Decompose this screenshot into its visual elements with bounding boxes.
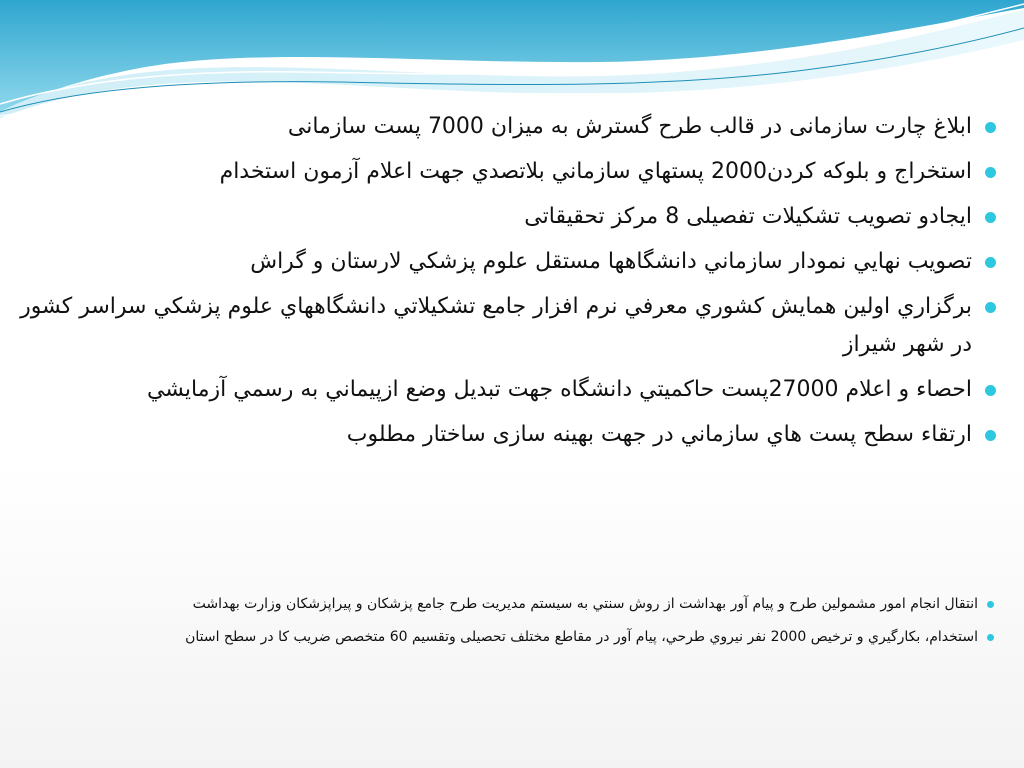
bullet-dot-icon [985, 212, 996, 223]
main-bullet-item [8, 416, 998, 454]
bullet-dot-icon [985, 167, 996, 178]
main-bullet-text: تصویب نهايي نمودار سازماني دانشگاهها مستقل علوم پزشكي لارستان و گراش [250, 249, 972, 274]
main-bullet-text: برگزاري اولین همایش کشوري معرفي نرم افزار جامع تشکیلاتي دانشگاههاي علوم پزشكي سراسر کشور در شهر شیراز [20, 294, 972, 357]
bullet-dot-icon [985, 257, 996, 268]
secondary-bullet-item [100, 594, 996, 614]
bullet-dot-icon [987, 634, 994, 641]
bullet-dot-icon [985, 385, 996, 396]
main-bullet-text: ایجادو تصویب تشکیلات تفصیلی 8 مرکز تحقیقاتی [524, 204, 972, 229]
bullet-dot-icon [985, 122, 996, 133]
main-bullet-list [8, 108, 998, 461]
bullet-dot-icon [987, 601, 994, 608]
secondary-bullet-item [100, 627, 996, 647]
secondary-bullet-list [100, 594, 996, 660]
main-bullet-item [8, 371, 998, 409]
secondary-bullet-text: انتقال انجام امور مشمولین طرح و پیام آور بهداشت از روش سنتي به سیستم مدیریت طرح جامع پزشکان و پیراپزشکان وزارت بهداشت [192, 596, 978, 612]
main-bullet-item [8, 153, 998, 191]
main-bullet-text: ابلاغ چارت سازمانی در قالب طرح گسترش به میزان 7000 پست سازمانی [287, 114, 972, 139]
main-bullet-item [8, 288, 998, 364]
bullet-dot-icon [985, 302, 996, 313]
main-bullet-text: ارتقاء سطح پست هاي سازماني در جهت بهینه سازی ساختار مطلوب [346, 422, 972, 447]
main-bullet-text: استخراج و بلوکه کردن2000 پستهاي سازماني بلاتصدي جهت اعلام آزمون استخدام [219, 159, 972, 184]
main-bullet-item [8, 108, 998, 146]
main-bullet-item [8, 243, 998, 281]
bullet-dot-icon [985, 430, 996, 441]
main-bullet-item [8, 198, 998, 236]
main-bullet-text: احصاء و اعلام 27000پست حاكميتي دانشگاه جهت تبديل وضع ازپيماني به رسمي آزمايشي [146, 377, 972, 402]
secondary-bullet-text: استخدام، بکارگیري و ترخیص 2000 نفر نیروي طرحي، پیام آور در مقاطع مختلف تحصیلی وتقسیم 60 متخصص ضریب کا در سطح استان [185, 629, 978, 645]
